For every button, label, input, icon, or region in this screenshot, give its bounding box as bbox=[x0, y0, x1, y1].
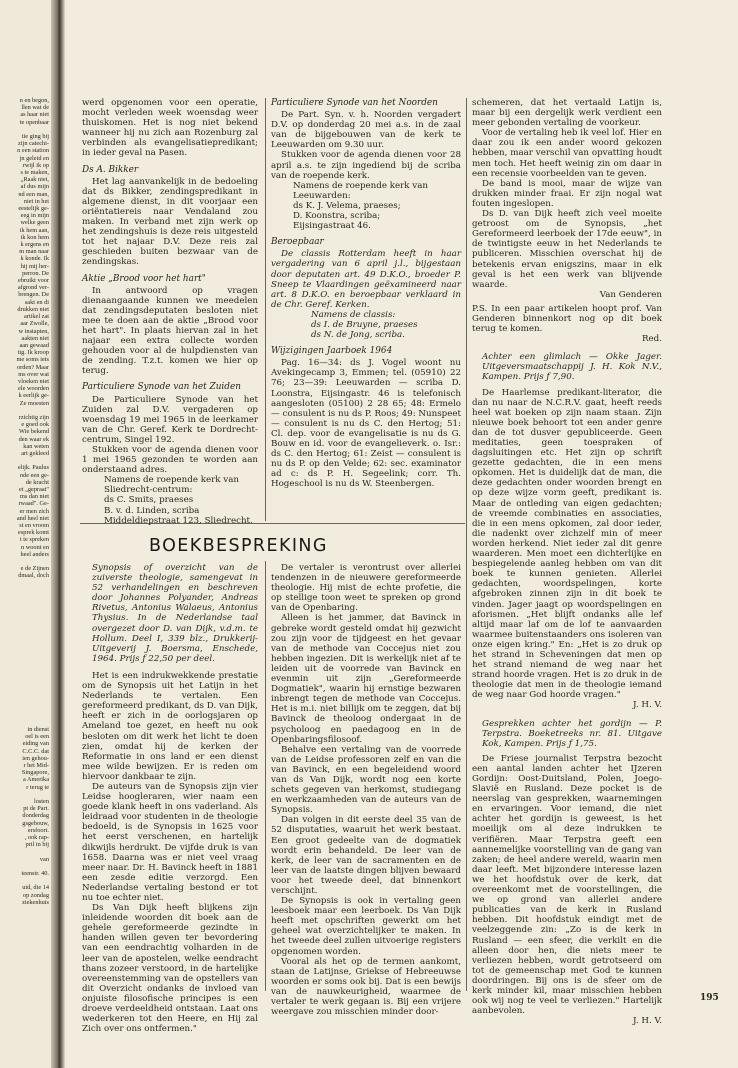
prev-page-fragment-top bbox=[16, 97, 49, 580]
column-2-top bbox=[271, 98, 461, 489]
prev-page-line: eestelijk ge- bbox=[18, 205, 49, 213]
prev-page-line: , ook rap- bbox=[24, 834, 49, 842]
prev-page-line: ik kon hem bbox=[20, 233, 49, 241]
paragraph: Stukken voor de agenda dienen voor 1 mei 1965 gezonden te worden aan onderstaand adres. bbox=[82, 445, 258, 476]
prev-page-line: heel anders bbox=[20, 550, 49, 558]
paragraph: Behalve een vertaling van de voorrede van de Leidse professoren zelf en van die van Bavinck, en een begeleidend woord van ds Van Dijk, wordt nog een korte schets gegeven van herkomst, studiegang en werkzaamheden van de auteurs van de Synopsis. bbox=[271, 744, 461, 816]
prev-page-line: drukken niet bbox=[17, 305, 49, 313]
prev-page-line: tie ging bij bbox=[21, 133, 49, 141]
prev-page-line: k eerlijk ge- bbox=[18, 392, 49, 400]
signature-line: Leeuwarden: bbox=[293, 190, 351, 201]
prev-page-line: eeg in mijn bbox=[20, 212, 49, 220]
signature-line: D. Koonstra, scriba; bbox=[293, 211, 381, 222]
prev-page-fragment-bottom bbox=[22, 726, 49, 906]
signature-block bbox=[271, 181, 461, 231]
prev-page-line: aar Zwolle, bbox=[20, 320, 49, 328]
paragraph: Alleen is het jammer, dat Bavinck in gebreke wordt gesteld omdat hij gezwicht zou zijn voor de tijdgeest en het gevaar van de methode van Coccejus niet zou hebben ingezien. Dit is werkelijk niet af te leiden uit de voorrede van Bavinck en evenmin uit zijn „Gereformeerde Dogmatiek", waarin hij ernstige bezwaren inbrengt tegen de methode van Coccejus. Het is m.i. niet billijk om te zeggen, dat bij Bavinck de theoloog ondergaat in de psycholoog en paedagoog en in de Openbaringsfilosoof. bbox=[271, 613, 461, 745]
prev-page-line: as haar niet bbox=[20, 111, 49, 119]
paragraph: De vertaler is verontrust over allerlei tendenzen in de nieuwere gereformeerde theologie. Hij mist de echte profetie, die op stellige toon weet te spreken op grond van de Openbaring. bbox=[271, 563, 461, 614]
prev-page-line: ms over wat bbox=[18, 370, 49, 378]
prev-page-line: s te maken, bbox=[20, 169, 49, 177]
paragraph: De Haarlemse predikant-literator, die dan nu naar de N.C.R.V. gaat, heeft reeds heel wat boeken op zijn naam staan. Zijn nieuwe boek behoort tot een ander genre dan de tot dusver gepubliceerde. Geen meditaties, geen toespraken of dagsluitingen etc. Het zijn op schrift gezette gedachten, die in een mens opkomen. Het is duidelijk dat de man, die deze gedachten onder woorden brengt en op deze wijze vorm geeft, predikant is. Maar de ontleding van eigen gedachten; de vreemde combinaties en associaties, die in een mens opkomen, zal door ieder, die nadenkt over zichzelf min of meer worden herkend. Niet ieder zal dit genre waarderen. Men moet een dichterlijke en bespiegelende aanleg hebben om van dit boek te kunnen genieten. Allerlei gedachten, woordspelingen, korte afgebroken zinnen zijn in dit boek te vinden. Jager jaagt op woordspelingen en aforismen. „Het blijft ondanks alle lef altijd maar laf om de lof te aanvaarden waarmee buitenstaanders ons isoleren van onze eigen kring." En: „Het is zo druk op het strand in Scheveningen dat men op het strand niemand de weg naar het strand hoorde vragen. Het is zo druk in de theologie dat men in de theologie iemand de weg naar God hoorde vragen." bbox=[472, 387, 662, 701]
prev-page-line: et „gepraat" bbox=[18, 485, 49, 493]
paragraph: Ds Van Dijk heeft blijkens zijn inleidende woorden dit boek aan de gehele gereformeerde gezindte in handen willen geven ter bevordering van een eendrachtig volharden in de leer van de apostelen, welke eendracht thans zozeer verstoord, in de hartelijke overeenstemming van de opstellers van dit Overzicht ondanks de invloed van onjuiste filosofische principes is een droeve verdeeldheid ontstaan. Laat ons wederkeren tot den Heere, en Hij zal Zich over ons ontfermen." bbox=[82, 903, 258, 1035]
prev-page-line: rwaad". Ge- bbox=[18, 500, 49, 508]
prev-page-line: zijn catechi- bbox=[18, 140, 49, 148]
prev-page-line: pt de Part. bbox=[23, 805, 49, 813]
prev-page-line: donderdag bbox=[22, 812, 49, 820]
prev-page-line: n woont en bbox=[21, 543, 49, 551]
prev-page-line: r het Mid- bbox=[23, 762, 49, 770]
postscript: P.S. In een paar artikelen hoopt prof. Van Genderen binnenkort nog op dit boek terug te komen. bbox=[472, 303, 662, 335]
prev-page-line: m man naar bbox=[19, 248, 49, 256]
signature-line: ds K. J. Velema, praeses; bbox=[293, 200, 401, 211]
prev-page-line: brengen. De bbox=[18, 291, 49, 299]
prev-page-line: ik hem aan, bbox=[19, 226, 49, 234]
prev-page-line: hij mij her- bbox=[20, 262, 49, 270]
paragraph: Voor de vertaling heb ik veel lof. Hier en daar zou ik een ander woord gekozen hebben, maar verschil van opvatting houdt men toch. Het heeft weinig zin om daar in een recensie voorbeelden van te geven. bbox=[472, 128, 662, 179]
prev-page-line bbox=[22, 791, 49, 798]
paragraph: De Particuliere Synode van het Zuiden zal D.V. vergaderen op woensdag 19 mei 1965 in de leerkamer van de Chr. Geref. Kerk te Dordrecht-centrum, Singel 192. bbox=[82, 394, 258, 445]
paragraph: De auteurs van de Synopsis zijn vier Leidse hoogleraren, wier naam een goede klank heeft in ons vaderland. Als leidraad voor studenten in de theologie bedoeld, is de Synopsis in 1625 voor het eerst verschenen, en hartelijk dikwijls herdrukt. De vijfde druk is van 1658. Daarna was er niet veel vraag meer naar. Dr. H. Bavinck heeft in 1881 een zesde editie verzorgd. Een Nederlandse vertaling bestond er tot nu toe echter niet. bbox=[82, 781, 258, 903]
prev-page-line: Ze moesten bbox=[19, 399, 49, 407]
prev-page-line: pril in bij bbox=[25, 841, 49, 849]
book-gutter bbox=[51, 0, 65, 1068]
prev-page-line: r terug te bbox=[26, 783, 49, 791]
prev-page-line: k ergens en bbox=[20, 241, 49, 249]
prev-page-line: van bbox=[39, 855, 49, 863]
paragraph: Pag. 16—34: ds J. Vogel woont nu Avekingecamp 3, Emmen; tel. (05910) 22 76; 23—39: Leeuwarden — scriba D. Loonstra, Eijsingastr. 46 is telefonisch aangesloten (05100) 2 28 65; 48: Ermelo — consulent is nu ds P. Roos; 49: Nunspeet — consulent is nu ds C. den Hertog; 51: Cl. dep. voor de evangelisatie is nu ds G. Bouw en id. voor de evangelieverk. o. Isr.: ds C. den Hertog; 61: Zeist — consulent is nu ds P. op den Velde; 62: sec. examinator ad c: ds P. H. Segeelink; corr. Th. Hogeschool is nu ds W. Steenbergen. bbox=[271, 358, 461, 490]
signature-line: ds N. de Jong, scriba. bbox=[311, 330, 405, 341]
prev-page-line: Singapore, bbox=[21, 769, 49, 777]
prev-page-line: niet in het bbox=[23, 197, 49, 205]
prev-page-line: e de Zijnen bbox=[20, 565, 49, 573]
signature: Van Genderen bbox=[599, 289, 662, 300]
column-rule bbox=[265, 561, 266, 991]
prev-page-line: in dienst bbox=[27, 726, 49, 733]
signature-line: ds C. Smits, praeses bbox=[104, 495, 194, 506]
previous-page-strip bbox=[0, 0, 51, 1068]
signature-block bbox=[271, 310, 461, 340]
column-3 bbox=[472, 98, 662, 1026]
prev-page-line: art gekleed bbox=[21, 449, 49, 457]
prev-page-line bbox=[16, 457, 49, 464]
column-1-review bbox=[82, 563, 258, 1034]
prev-page-line: „Raak niet, bbox=[20, 176, 49, 184]
section-heading: Ds A. Bikker bbox=[82, 164, 139, 175]
prev-page-line: kan weten bbox=[23, 442, 49, 450]
prev-page-line bbox=[22, 877, 49, 884]
signature: J. H. V. bbox=[633, 700, 662, 711]
prev-page-line: af dus mijn bbox=[20, 183, 49, 191]
column-1-top bbox=[82, 98, 258, 526]
prev-page-line: ele woorden bbox=[18, 385, 49, 393]
signature: Red. bbox=[641, 334, 662, 345]
paragraph: Dan volgen in dit eerste deel 35 van de 52 disputaties, waaruit het werk bestaat. Een groot gedeelte van de dogmatiek wordt erin behandeld. De leer van de kerk, de leer van de sacramenten en de leer van de laatste dingen blijven bewaard voor het tweede deel, dat binnenkort verschijnt. bbox=[271, 815, 461, 896]
prev-page-line: ebruikt voor bbox=[18, 277, 49, 285]
paragraph: Het lag aanvankelijk in de bedoeling dat ds Bikker, zendingspredikant in algemene dienst, in dit voorjaar een oriëntatiereis naar Vendaland zou maken. In verband met zijn werk op het zendingshuis is deze reis uitgesteld tot het najaar D.V. Deze reis zal geschieden buiten bezwaar van de zendingskas. bbox=[82, 176, 258, 268]
prev-page-line: st en vroom bbox=[19, 521, 49, 529]
prev-page-line: ersfoort. bbox=[27, 826, 49, 834]
prev-page-line: uid, die 14 bbox=[22, 884, 49, 892]
prev-page-line bbox=[16, 407, 49, 414]
section-title-boekbespreking: BOEKBESPREKING bbox=[149, 536, 328, 556]
prev-page-line: ien gehou- bbox=[22, 754, 49, 762]
signature-block bbox=[82, 475, 258, 525]
prev-page-line: op zondag bbox=[22, 891, 49, 899]
paragraph: werd opgenomen voor een operatie, mocht verleden week woensdag weer thuiskomen. Het is nog niet bekend wanneer hij nu zich aan Rozenburg zal verbinden als evangelisatiepredikant; in ieder geval na Pasen. bbox=[82, 98, 258, 159]
prev-page-line: and heel niet bbox=[16, 514, 49, 522]
prev-page-line: e goed ook bbox=[21, 421, 49, 429]
prev-page-line: dmaal, doch bbox=[18, 572, 49, 580]
paragraph: Vooral als het op de termen aankomt, staan de Latijnse, Griekse of Hebreeuwse woorden er soms ook bij. Dat is een bewijs van de nauwkeurigheid, waarmee de vertaler te werk gegaan is. Bij een vrijere weergave zou misschien minder door- bbox=[271, 956, 461, 1018]
prev-page-line: k konde. Ik bbox=[20, 255, 49, 263]
section-heading: Wijzigingen Jaarboek 1964 bbox=[271, 346, 393, 357]
prev-page-line: me soms iets bbox=[16, 356, 49, 364]
prev-page-line: rzichtig zijn bbox=[18, 413, 49, 421]
prev-page-line: nd een man, bbox=[18, 190, 49, 198]
prev-page-line: w instapten, bbox=[18, 327, 49, 335]
prev-page-line: vloeken niet bbox=[18, 377, 49, 385]
prev-page-line: ms dan niet bbox=[19, 493, 49, 501]
signature-line: Sliedrecht-centrum: bbox=[104, 485, 193, 496]
section-heading: Aktie „Brood voor het hart" bbox=[82, 273, 206, 284]
prev-page-line: Wie bekend bbox=[19, 428, 49, 436]
prev-page-line: t te spreken bbox=[19, 536, 49, 544]
prev-page-line: aan gewaad bbox=[19, 341, 49, 349]
signature-line: Namens de roepende kerk van bbox=[293, 180, 428, 191]
paragraph: De classis Rotterdam heeft in haar vergadering van 6 april j.l., bijgestaan door deputaten art. 49 D.K.O., broeder P. Sneep te Vlaardingen geëxamineerd naar art. 8 D.K.O. en beroepbaar verklaard in de Chr. Geref. Kerken. bbox=[271, 249, 461, 310]
page-number: 195 bbox=[700, 993, 719, 1003]
prev-page-line: esprek komt bbox=[18, 529, 49, 537]
paragraph: De Friese journalist Terpstra bezocht een aantal landen achter het IJzeren Gordijn: Oost-Duitsland, Polen, Joego-Slavië en Rusland. Deze pocket is de neerslag van gesprekken, waarnemingen en ervaringen. Voor iemand, die niet achter het gordijn is geweest, is het moeilijk om al deze indrukken te verifiëren. Maar Terpstra geeft een aannemelijke voorstelling van de gang van zaken; de heel andere wereld, waarin men daar leeft. Met bijzondere interesse lazen we het hoofdstuk over de kerk, dat overeenkomt met de voorstellingen, die we op grond van allerlei andere publicaties van de kerk in Rusland hebben. Dit hoofdstuk eindigt met de veelzeggende zin: „Zo is de kerk in Rusland — een sfeer, die verkilt en die alleen door hen, die niets meer te verliezen hebben, wordt getrotseerd om tot de gemeenschap met God te kunnen doordringen. Bij ons is de sfeer om de kerk minder kil, maar misschien hebben ook wij nog te veel te verliezen." Hartelijk aanbevolen. bbox=[472, 753, 662, 1017]
prev-page-line: rwijl ik op bbox=[22, 161, 49, 169]
prev-page-line: gsgebouw, bbox=[22, 819, 49, 827]
prev-page-line: orden? Maar bbox=[17, 363, 49, 371]
signature-line: ds I. de Bruyne, praeses bbox=[311, 319, 418, 330]
signature-line: Namens de classis: bbox=[311, 309, 396, 320]
paragraph: De band is mooi, maar de wijze van drukken minder fraai. Er zijn nogal wat fouten ingeslopen. bbox=[472, 178, 662, 209]
prev-page-line: nde een ge- bbox=[19, 471, 49, 479]
prev-page-line: n een station bbox=[17, 147, 49, 155]
prev-page-line: afgrond ver- bbox=[17, 284, 49, 292]
prev-page-line: welke geen bbox=[20, 219, 49, 227]
prev-page-line: tig. Ik kroop bbox=[17, 349, 49, 357]
prev-page-line: teenstr. 40. bbox=[21, 870, 49, 878]
section-heading: Beroepbaar bbox=[271, 237, 324, 248]
prev-page-line: sakt en di bbox=[24, 298, 49, 306]
book-citation: Synopsis of overzicht van de zuiverste theologie, samengevat in 52 verhandelingen en beschreven door Johannes Polyander, Andreas Rivetus, Antonius Walaeus, Antonius Thysius. In de Nederlandse taal overgezet door D. van Dijk, v.d.m. te Hollum. Deel I, 339 blz., Drukkerij-Uitgeverij J. Boersma, Enschede, 1964. Prijs ƒ 22,50 per deel. bbox=[92, 563, 258, 664]
prev-page-line: jn geleid en bbox=[19, 154, 49, 162]
prev-page-line bbox=[22, 848, 49, 855]
prev-page-line: artikel zat bbox=[24, 313, 49, 321]
prev-page-line: aakten niet bbox=[21, 334, 49, 342]
column-2-review bbox=[271, 563, 461, 1017]
column-rule bbox=[466, 98, 467, 991]
prev-page-line: losten bbox=[33, 798, 49, 806]
paragraph: Het is een indrukwekkende prestatie om de Synopsis uit het Latijn in het Nederlands te vertalen. Een gereformeerd predikant, ds D. van Dijk, heeft er zich in de oorlogsjaren op Ameland toe gezet, en heeft nu ook besloten om dit werk het licht te doen zien, omdat hij de kerken der Reformatie in ons land er een dienst mee wilde bewijzen. Er is reden om hiervoor dankbaar te zijn. bbox=[82, 670, 258, 782]
paragraph: De Part. Syn. v. h. Noorden vergadert D.V. op donderdag 20 mei a.s. in de zaal van de bijgebouwen van de kerk te Leeuwarden om 9.30 uur. bbox=[271, 110, 461, 151]
prev-page-line: a Amerika bbox=[22, 776, 49, 784]
prev-page-line: te openbaar bbox=[19, 118, 49, 126]
paragraph: De Synopsis is ook in vertaling geen leesboek maar een leerboek. Ds Van Dijk heeft met opschriften gewerkt om het geheel wat overzichtelijker te maken. In het tweede deel zullen uitvoerige registers opgenomen worden. bbox=[271, 896, 461, 957]
prev-page-line: oel is een bbox=[25, 733, 49, 741]
paragraph: Stukken voor de agenda dienen voor 28 april a.s. te zijn ingediend bij de scriba van de roepende kerk. bbox=[271, 150, 461, 181]
prev-page-line bbox=[22, 863, 49, 870]
paragraph: In antwoord op vragen dienaangaande kunnen we meedelen dat zendingsdeputaten besloten niet mee te doen aan de aktie „Brood voor het hart". In plaats hiervan zal in het najaar een extra collecte worden gehouden voor al de hulpdiensten van de zending. T.z.t. komen we hier op terug. bbox=[82, 285, 258, 377]
prev-page-line: ziekenhuis bbox=[22, 898, 49, 906]
section-heading: Particuliere Synode van het Zuiden bbox=[82, 382, 241, 393]
signature-line: Eijsingastraat 46. bbox=[293, 221, 371, 232]
prev-page-line: n en begon, bbox=[19, 97, 49, 104]
prev-page-line: er men zich bbox=[19, 507, 49, 515]
paragraph: Ds D. van Dijk heeft zich veel moeite getroost om de Synopsis, „het Gereformeerd leerboek der 17de eeuw", in de twintigste eeuw in het Nederlands te publiceren. Misschien overschat hij de betekenis ervan enigszins, maar in elk geval is het een werk van blijvende waarde. bbox=[472, 209, 662, 290]
prev-page-line: den waar ek bbox=[18, 435, 49, 443]
signature-line: Middeldiepstraat 123, Sliedrecht. bbox=[104, 515, 253, 526]
book-citation: Achter een glimlach — Okke Jager. Uitgeversmaatschappij J. H. Kok N.V., Kampen. Prijs ƒ 7,90. bbox=[482, 352, 662, 383]
prev-page-line: elijk. Paulus bbox=[17, 464, 49, 472]
prev-page-line bbox=[16, 126, 49, 133]
prev-page-line: eiding van bbox=[22, 740, 49, 748]
signature: J. H. V. bbox=[633, 1016, 662, 1027]
book-citation: Gesprekken achter het gordijn — P. Terpstra. Boeketreeks nr. 81. Uitgave Kok, Kampen. Prijs ƒ 1,75. bbox=[482, 718, 662, 749]
prev-page-line: de kracht bbox=[25, 478, 49, 486]
signature-line: B. v. d. Linden, scriba bbox=[104, 505, 200, 516]
prev-page-line: llen wat de bbox=[21, 104, 49, 112]
signature-line: Namens de roepende kerk van bbox=[104, 475, 239, 486]
paragraph: schemeren, dat het vertaald Latijn is, maar bij een dergelijk werk verdient een meer gebonden vertaling de voorkeur. bbox=[472, 98, 662, 129]
prev-page-line: perron. De bbox=[22, 269, 49, 277]
column-rule bbox=[265, 98, 266, 521]
prev-page-line bbox=[16, 558, 49, 565]
section-heading: Particuliere Synode van het Noorden bbox=[271, 98, 438, 108]
prev-page-line: C.C.C. dat bbox=[22, 747, 49, 755]
